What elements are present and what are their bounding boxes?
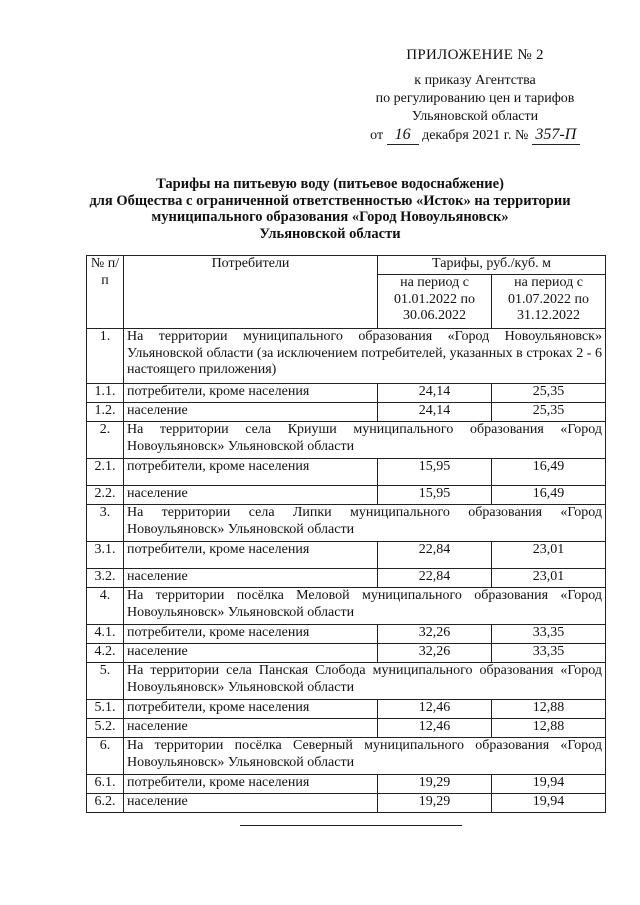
row-number: 1.2. [87,403,124,422]
appendix-line-1: к приказу Агентства [414,73,536,88]
date-day-handwritten: 16 [387,126,419,145]
appendix-title: ПРИЛОЖЕНИЕ № 2 [406,47,544,63]
row-tariff-period-2: 25,35 [492,384,606,403]
section-description: На территории посёлка Северный муниципального образования «Город Новоульяновск» Ульяновской области [124,738,606,775]
section-row [87,588,606,625]
tariff-table [86,255,606,813]
row-consumer: население [124,794,378,813]
table-row [87,794,606,813]
table-row [87,403,606,422]
section-row [87,738,606,775]
section-description: На территории села Липки муниципального образования «Город Новоульяновск» Ульяновской области [124,505,606,542]
row-number: 3.1. [87,542,124,569]
table-row [87,719,606,738]
row-tariff-period-2: 19,94 [492,794,606,813]
row-tariff-period-1: 19,29 [378,775,492,794]
table-row [87,542,606,569]
closing-rule [240,825,462,826]
table-row [87,700,606,719]
row-number: 2.2. [87,486,124,505]
table-row [87,644,606,663]
header-period-1: на период с 01.01.2022 по 30.06.2022 [378,275,492,329]
header-period-2: на период с 01.07.2022 по 31.12.2022 [492,275,606,329]
date-rest: декабря 2021 г. № [422,128,529,143]
appendix-reference [330,72,620,145]
row-consumer: население [124,403,378,422]
row-tariff-period-2: 16,49 [492,459,606,486]
title-line-1: Тарифы на питьевую воду (питьевое водоснабжение) [156,176,504,192]
row-number: 6.1. [87,775,124,794]
row-tariff-period-1: 19,29 [378,794,492,813]
section-description: На территории села Криуши муниципального образования «Город Новоульяновск» Ульяновской области [124,422,606,459]
section-number: 5. [87,663,124,700]
header-num: № п/п [87,256,124,329]
section-number: 2. [87,422,124,459]
row-tariff-period-2: 33,35 [492,644,606,663]
row-number: 5.2. [87,719,124,738]
row-tariff-period-2: 25,35 [492,403,606,422]
table-row [87,569,606,588]
row-tariff-period-2: 16,49 [492,486,606,505]
row-tariff-period-2: 19,94 [492,775,606,794]
row-tariff-period-1: 12,46 [378,700,492,719]
row-tariff-period-1: 32,26 [378,625,492,644]
table-body [87,329,606,813]
row-consumer: потребители, кроме населения [124,775,378,794]
header-tariffs: Тарифы, руб./куб. м [378,256,606,275]
row-number: 3.2. [87,569,124,588]
row-tariff-period-1: 15,95 [378,459,492,486]
row-number: 4.1. [87,625,124,644]
row-tariff-period-1: 24,14 [378,403,492,422]
appendix-line-2: по регулированию цен и тарифов [375,91,575,106]
row-number: 1.1. [87,384,124,403]
row-consumer: потребители, кроме населения [124,542,378,569]
row-number: 6.2. [87,794,124,813]
table-row [87,775,606,794]
row-tariff-period-2: 33,35 [492,625,606,644]
appendix-date-line [330,126,620,145]
date-prefix: от [370,128,384,143]
section-row [87,422,606,459]
table-row [87,384,606,403]
section-description: На территории муниципального образования «Город Новоульяновск» Ульяновской области (за исключением потребителей, указанных в строках 2 - 6 настоящего приложения) [124,329,606,384]
row-consumer: население [124,719,378,738]
row-tariff-period-1: 15,95 [378,486,492,505]
order-number-handwritten: 357-П [532,126,580,145]
title-line-4: Ульяновской области [259,225,401,242]
row-consumer: население [124,644,378,663]
section-description: На территории посёлка Меловой муниципального образования «Город Новоульяновск» Ульяновской области [124,588,606,625]
section-row [87,505,606,542]
row-number: 2.1. [87,459,124,486]
row-tariff-period-1: 12,46 [378,719,492,738]
row-consumer: население [124,569,378,588]
row-number: 4.2. [87,644,124,663]
row-tariff-period-2: 12,88 [492,719,606,738]
row-consumer: потребители, кроме населения [124,459,378,486]
row-tariff-period-2: 12,88 [492,700,606,719]
row-tariff-period-1: 22,84 [378,569,492,588]
title-line-2: для Общества с ограниченной ответственностью «Исток» на территории [89,192,571,209]
row-tariff-period-1: 32,26 [378,644,492,663]
header-consumers: Потребители [124,256,378,329]
section-row [87,329,606,384]
title-line-3: муниципального образования «Город Новоульяновск» [151,209,509,225]
document-title [40,176,620,242]
row-number: 5.1. [87,700,124,719]
row-consumer: потребители, кроме населения [124,384,378,403]
row-consumer: население [124,486,378,505]
row-tariff-period-2: 23,01 [492,569,606,588]
section-description: На территории села Панская Слобода муниципального образования «Город Новоульяновск» Ульяновской области [124,663,606,700]
row-tariff-period-2: 23,01 [492,542,606,569]
section-number: 4. [87,588,124,625]
row-tariff-period-1: 24,14 [378,384,492,403]
section-number: 6. [87,738,124,775]
section-row [87,663,606,700]
table-row [87,625,606,644]
row-consumer: потребители, кроме населения [124,700,378,719]
appendix-line-3: Ульяновской области [411,109,539,124]
section-number: 3. [87,505,124,542]
row-consumer: потребители, кроме населения [124,625,378,644]
row-tariff-period-1: 22,84 [378,542,492,569]
table-row [87,486,606,505]
section-number: 1. [87,329,124,384]
table-row [87,459,606,486]
